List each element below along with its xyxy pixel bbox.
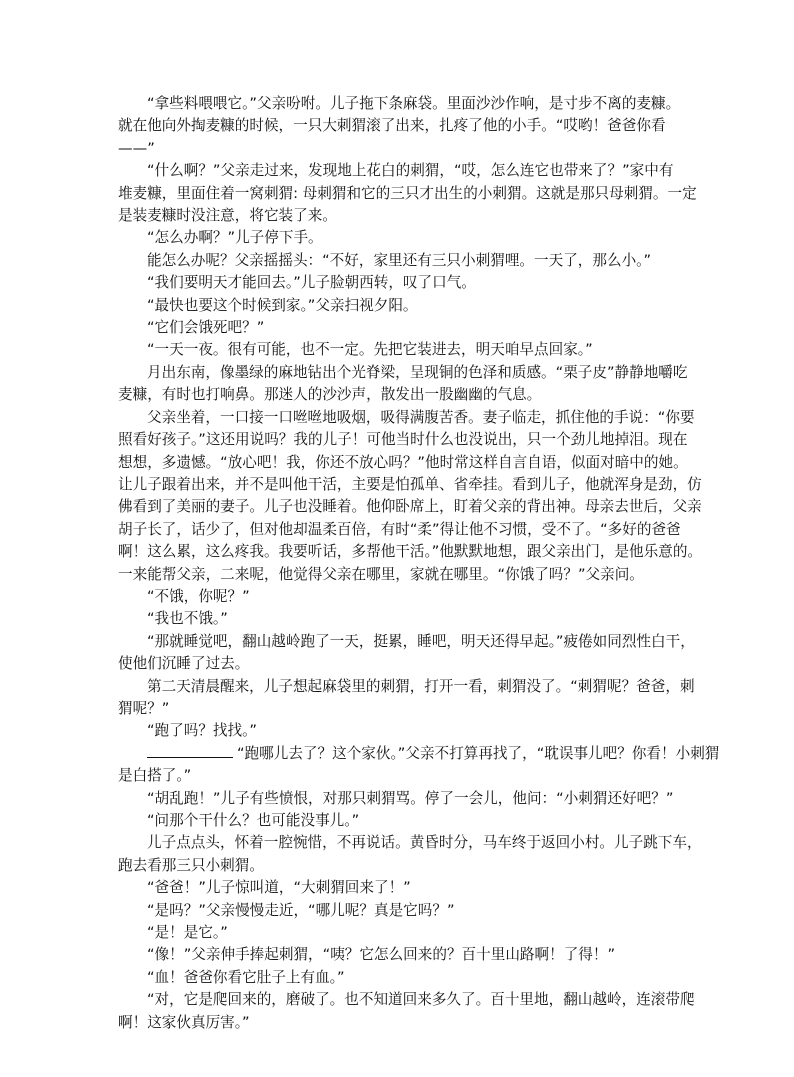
- text-line: 能怎么办呢？父亲摇摇头：“不好，家里还有三只小刺猬哩。一天了，那么小。”: [147, 251, 652, 269]
- text-line: 一来能帮父亲，二来呢，他觉得父亲在哪里，家就在哪里。“你饿了吗？”父亲问。: [118, 565, 644, 583]
- text-line: 父亲坐着，一口接一口咝咝地吸烟，吸得满腹苦香。妻子临走，抓住他的手说：“你要: [147, 408, 695, 426]
- text-line: 照看好孩子。”这还用说吗？我的儿子！可他当时什么也没说出，只一个劲儿地掉泪。现在: [118, 431, 688, 449]
- text-line: 儿子点点头，怀着一腔惋惜，不再说话。黄昏时分，马车终于返回小村。儿子跳下车，: [147, 834, 702, 852]
- text-line: 是装麦糠时没注意，将它装了来。: [118, 207, 337, 225]
- text-line: 让儿子跟着出来，并不是叫他干活，主要是怕孤单、省牵挂。看到儿子，他就浑身是劲，仿: [118, 475, 702, 493]
- fill-in-blank: [147, 743, 233, 758]
- text-line: 啊！这家伙真厉害。”: [118, 1013, 250, 1031]
- text-line: “那就睡觉吧，翻山越岭跑了一天，挺累，睡吧，明天还得早起。”疲倦如同烈性白干，: [147, 632, 695, 650]
- text-line: “对，它是爬回来的，磨破了。也不知道回来多久了。百十里地，翻山越岭，连滚带爬: [147, 991, 695, 1009]
- text-line: “跑了吗？找找。”: [147, 722, 257, 740]
- text-line: 跑去看那三只小刺猬。: [118, 856, 264, 874]
- text-line: 是白搭了。”: [118, 767, 192, 785]
- text-line: 猬呢？”: [118, 699, 170, 717]
- text-line: “跑哪儿去了？这个家伙。”父亲不打算再找了，“耽误事儿吧？你看！小刺猬: [237, 744, 720, 762]
- text-line: 就在他向外掏麦糠的时候，一只大刺猬滚了出来，扎疼了他的小手。“哎哟！爸爸你看: [118, 117, 666, 135]
- text-line: “是！是它。”: [147, 924, 228, 942]
- text-line: “爸爸！”儿子惊叫道，“大刺猬回来了！”: [147, 879, 411, 897]
- text-line: 堆麦糠，里面住着一窝刺猬: 母刺猬和它的三只才出生的小刺猬。这就是那只母刺猬。一定: [118, 184, 697, 202]
- text-line: “拿些料喂喂它。”父亲吩咐。儿子拖下条麻袋。里面沙沙作响，是寸步不离的麦糠。: [147, 95, 681, 112]
- text-line: ——”: [118, 139, 155, 157]
- text-line: “我也不饿。”: [147, 610, 228, 628]
- text-line: 月出东南，像墨绿的麻地钻出个光脊梁，呈现铜的色泽和质感。“栗子皮”静静地嚼吃: [147, 363, 688, 381]
- text-line: 胡子长了，话少了，但对他却温柔百倍，有时“柔”得让他不习惯，受不了。“多好的爸爸: [118, 520, 681, 538]
- text-line: “什么啊？”父亲走过来，发现地上花白的刺猬，“哎，怎么连它也带来了？”家中有: [147, 162, 674, 180]
- text-line: “不饿，你呢？”: [147, 587, 250, 605]
- story-text: [118, 93, 720, 1034]
- answer-line: [118, 743, 720, 765]
- text-line: 啊！这么累，这么疼我。我要听话，多帮他干活。”他默默地想，跟父亲出门，是他乐意的。: [118, 543, 703, 561]
- text-line: 佛看到了美丽的妻子。儿子也没睡着。他仰卧席上，盯着父亲的背出神。母亲去世后，父亲: [118, 498, 702, 516]
- text-line: “怎么办啊？”儿子停下手。: [147, 229, 323, 247]
- text-line: “血！爸爸你看它肚子上有血。”: [147, 968, 345, 986]
- text-line: “胡乱跑！”儿子有些愤恨，对那只刺猬骂。停了一会儿，他问：“小刺猬还好吧？”: [147, 789, 674, 807]
- text-line: 使他们沉睡了过去。: [118, 655, 250, 673]
- text-line: “是吗？”父亲慢慢走近，“哪儿呢？真是它吗？”: [147, 901, 455, 919]
- text-line: “一天一夜。很有可能，也不一定。先把它装进去，明天咱早点回家。”: [147, 341, 593, 359]
- text-line: “它们会饿死吧？”: [147, 319, 265, 337]
- text-line: “像！”父亲伸手捧起刺猬，“咦？它怎么回来的？百十里山路啊！了得！”: [147, 946, 616, 964]
- text-line: 第二天清晨醒来，儿子想起麻袋里的刺猬，打开一看，刺猬没了。“刺猬呢？爸爸，刺: [147, 677, 695, 695]
- text-line: “最快也要这个时候到家。”父亲扫视夕阳。: [147, 296, 418, 314]
- text-line: “问那个干什么？也可能没事儿。”: [147, 812, 360, 829]
- text-line: 麦糠，有时也打响鼻。那迷人的沙沙声，散发出一股幽幽的气息。: [118, 386, 542, 404]
- text-line: 想想，多遗憾。“放心吧！我，你还不放心吗？”他时常这样自言自语，似面对暗中的她。: [118, 453, 688, 471]
- text-line: “我们要明天才能回去。”儿子脸朝西转，叹了口气。: [147, 274, 476, 292]
